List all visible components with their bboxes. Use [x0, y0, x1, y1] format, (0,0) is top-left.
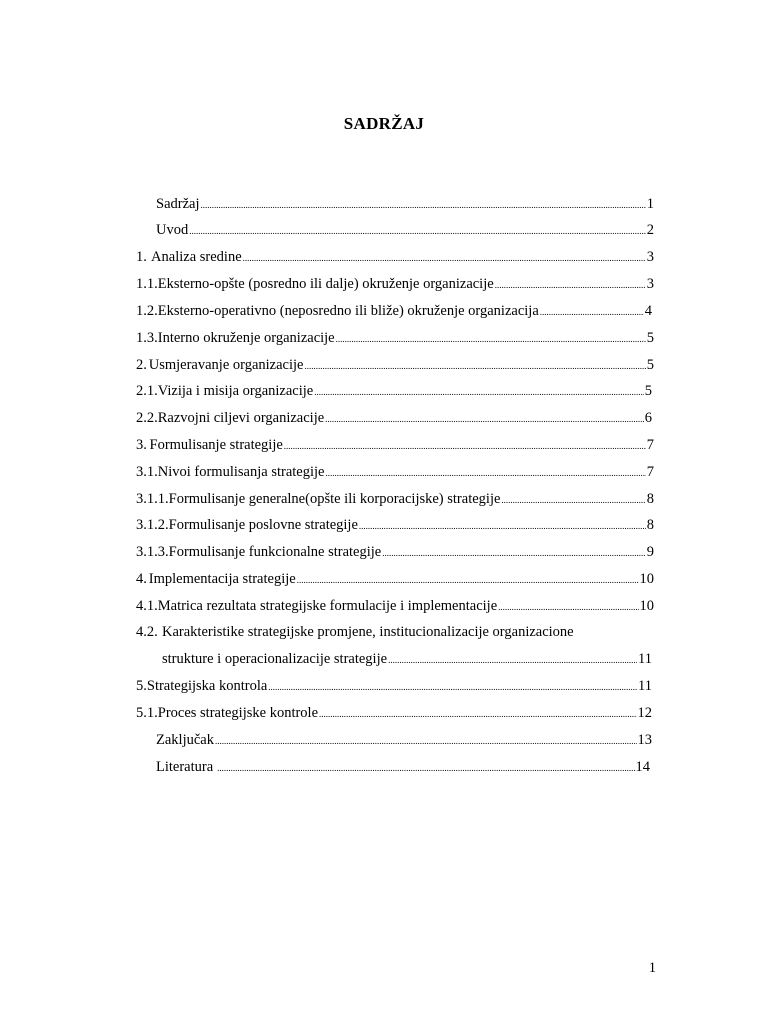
toc-entry[interactable]: [156, 730, 652, 750]
toc-entry-page: 11: [638, 678, 652, 694]
toc-leader-dots: [319, 704, 636, 724]
toc-entry-label: Eksterno-operativno (neposredno ili bliže) okruženje organizacija: [157, 303, 539, 319]
toc-entry-page: 10: [639, 598, 654, 614]
toc-entry-label: Zaključak: [156, 732, 214, 748]
toc-entry[interactable]: [136, 489, 654, 509]
toc-leader-dots: [540, 302, 644, 322]
toc-entry[interactable]: [156, 194, 654, 214]
toc-leader-dots: [501, 490, 645, 510]
toc-entry-number: 4.: [136, 571, 147, 587]
toc-entry-page: 6: [644, 410, 652, 426]
toc-leader-dots: [189, 221, 646, 241]
toc-entry[interactable]: [136, 274, 654, 294]
toc-entry-page: 3: [646, 276, 654, 292]
toc-entry-page: 7: [646, 437, 654, 453]
toc-entry[interactable]: [136, 328, 654, 348]
toc-entry[interactable]: [136, 408, 652, 428]
toc-entry-page: 8: [646, 517, 654, 533]
toc-leader-dots: [325, 409, 644, 429]
toc-entry-page: 9: [646, 544, 654, 560]
toc-entry-number: 3.: [136, 437, 147, 453]
toc-entry-label: Literatura: [156, 759, 214, 775]
toc-entry-label: Vizija i misija organizacije: [157, 383, 314, 399]
toc-entry-label: Proces strategijske kontrole: [157, 705, 319, 721]
page-title: SADRŽAJ: [343, 114, 425, 133]
toc-entry[interactable]: [136, 596, 654, 616]
toc-entry-label: Implementacija strategije: [148, 571, 296, 587]
toc-leader-dots: [336, 329, 646, 349]
toc-entry-number: 3.1.3.: [136, 544, 169, 560]
toc-entry[interactable]: [136, 355, 654, 375]
toc-entry-number: 2.1.: [136, 383, 158, 399]
toc-entry-label: Formulisanje generalne(opšte ili korporacijske) strategije: [168, 491, 501, 507]
toc-entry-number: 3.1.: [136, 464, 158, 480]
toc-entry-number: 1.2.: [136, 303, 158, 319]
toc-leader-dots: [382, 543, 646, 563]
toc-entry-page: 5: [644, 383, 652, 399]
toc-entry-page: 2: [646, 222, 654, 238]
toc-entry-label: Usmjeravanje organizacije: [148, 357, 304, 373]
toc-entry[interactable]: [136, 569, 654, 589]
toc-entry-page: 5: [646, 357, 654, 373]
toc-leader-dots: [325, 463, 645, 483]
toc-entry-number: 1.3.: [136, 330, 158, 346]
toc-entry-label: Formulisanje poslovne strategije: [168, 517, 358, 533]
toc-entry-number: 3.1.2.: [136, 517, 169, 533]
page-number: 1: [648, 960, 656, 976]
toc-entry-page: 8: [646, 491, 654, 507]
toc-entry-label: Sadržaj: [156, 196, 200, 212]
toc-leader-dots: [243, 248, 646, 268]
toc-entry-continuation[interactable]: [162, 649, 652, 669]
toc-entry[interactable]: [136, 301, 652, 321]
toc-entry-page: 3: [646, 249, 654, 265]
toc-entry-number: 2.: [136, 357, 147, 373]
toc-entry-label: Nivoi formulisanja strategije: [157, 464, 325, 480]
toc-entry-page: 5: [646, 330, 654, 346]
toc-entry-number: 1.1.: [136, 276, 158, 292]
toc-entry-number: 4.2.: [136, 624, 158, 640]
toc-entry-label: Formulisanje strategije: [149, 437, 283, 453]
toc-leader-dots: [314, 382, 644, 402]
toc-entry[interactable]: [136, 676, 652, 696]
toc-entry-label: Strategijska kontrola: [146, 678, 268, 694]
toc-entry[interactable]: [156, 757, 650, 777]
toc-entry[interactable]: [136, 462, 654, 482]
toc-entry[interactable]: [136, 515, 654, 535]
toc-entry-label: Analiza sredine: [151, 249, 242, 265]
toc-entry[interactable]: [136, 703, 652, 723]
toc-entry-label: Karakteristike strategijske promjene, institucionalizacije organizacione: [162, 624, 574, 640]
toc-entry-number: 3.1.1.: [136, 491, 169, 507]
toc-leader-dots: [217, 758, 634, 778]
toc-leader-dots: [268, 677, 637, 697]
toc-entry-number: 2.2.: [136, 410, 158, 426]
toc-leader-dots: [304, 356, 645, 376]
toc-entry-number: 5.1.: [136, 705, 158, 721]
toc-entry[interactable]: [136, 435, 654, 455]
toc-entry[interactable]: [136, 247, 654, 267]
toc-entry-label: Interno okruženje organizacije: [157, 330, 335, 346]
toc-leader-dots: [297, 570, 639, 590]
toc-entry-page: 1: [646, 196, 654, 212]
toc-entry-label: Eksterno-opšte (posredno ili dalje) okruženje organizacije: [157, 276, 494, 292]
toc-leader-dots: [215, 731, 637, 751]
toc-entry-label: Formulisanje funkcionalne strategije: [168, 544, 382, 560]
toc-entry-number: 5.: [136, 678, 147, 694]
toc-leader-dots: [388, 650, 637, 670]
toc-entry[interactable]: [136, 622, 654, 642]
toc-entry-label: Uvod: [156, 222, 189, 238]
toc-entry-label: Matrica rezultata strategijske formulacije i implementacije: [157, 598, 498, 614]
toc-entry-page: 13: [637, 732, 652, 748]
toc-entry-label: Razvojni ciljevi organizacije: [157, 410, 325, 426]
toc-entry-label: strukture i operacionalizacije strategije: [162, 651, 388, 667]
toc-leader-dots: [284, 436, 646, 456]
toc-entry-page: 10: [639, 571, 654, 587]
toc-entry-page: 4: [644, 303, 652, 319]
toc-entry-page: 7: [646, 464, 654, 480]
toc-entry-page: 14: [635, 759, 650, 775]
toc-entry[interactable]: [136, 381, 652, 401]
toc-entry-number: 1.: [136, 249, 147, 265]
toc-leader-dots: [359, 516, 646, 536]
toc-entry[interactable]: [136, 542, 654, 562]
toc-leader-dots: [495, 275, 646, 295]
toc-leader-dots: [200, 195, 645, 215]
toc-leader-dots: [498, 597, 638, 617]
toc-entry[interactable]: [156, 220, 654, 240]
toc-entry-number: 4.1.: [136, 598, 158, 614]
toc-entry-page: 12: [637, 705, 652, 721]
toc-entry-page: 11: [638, 651, 652, 667]
